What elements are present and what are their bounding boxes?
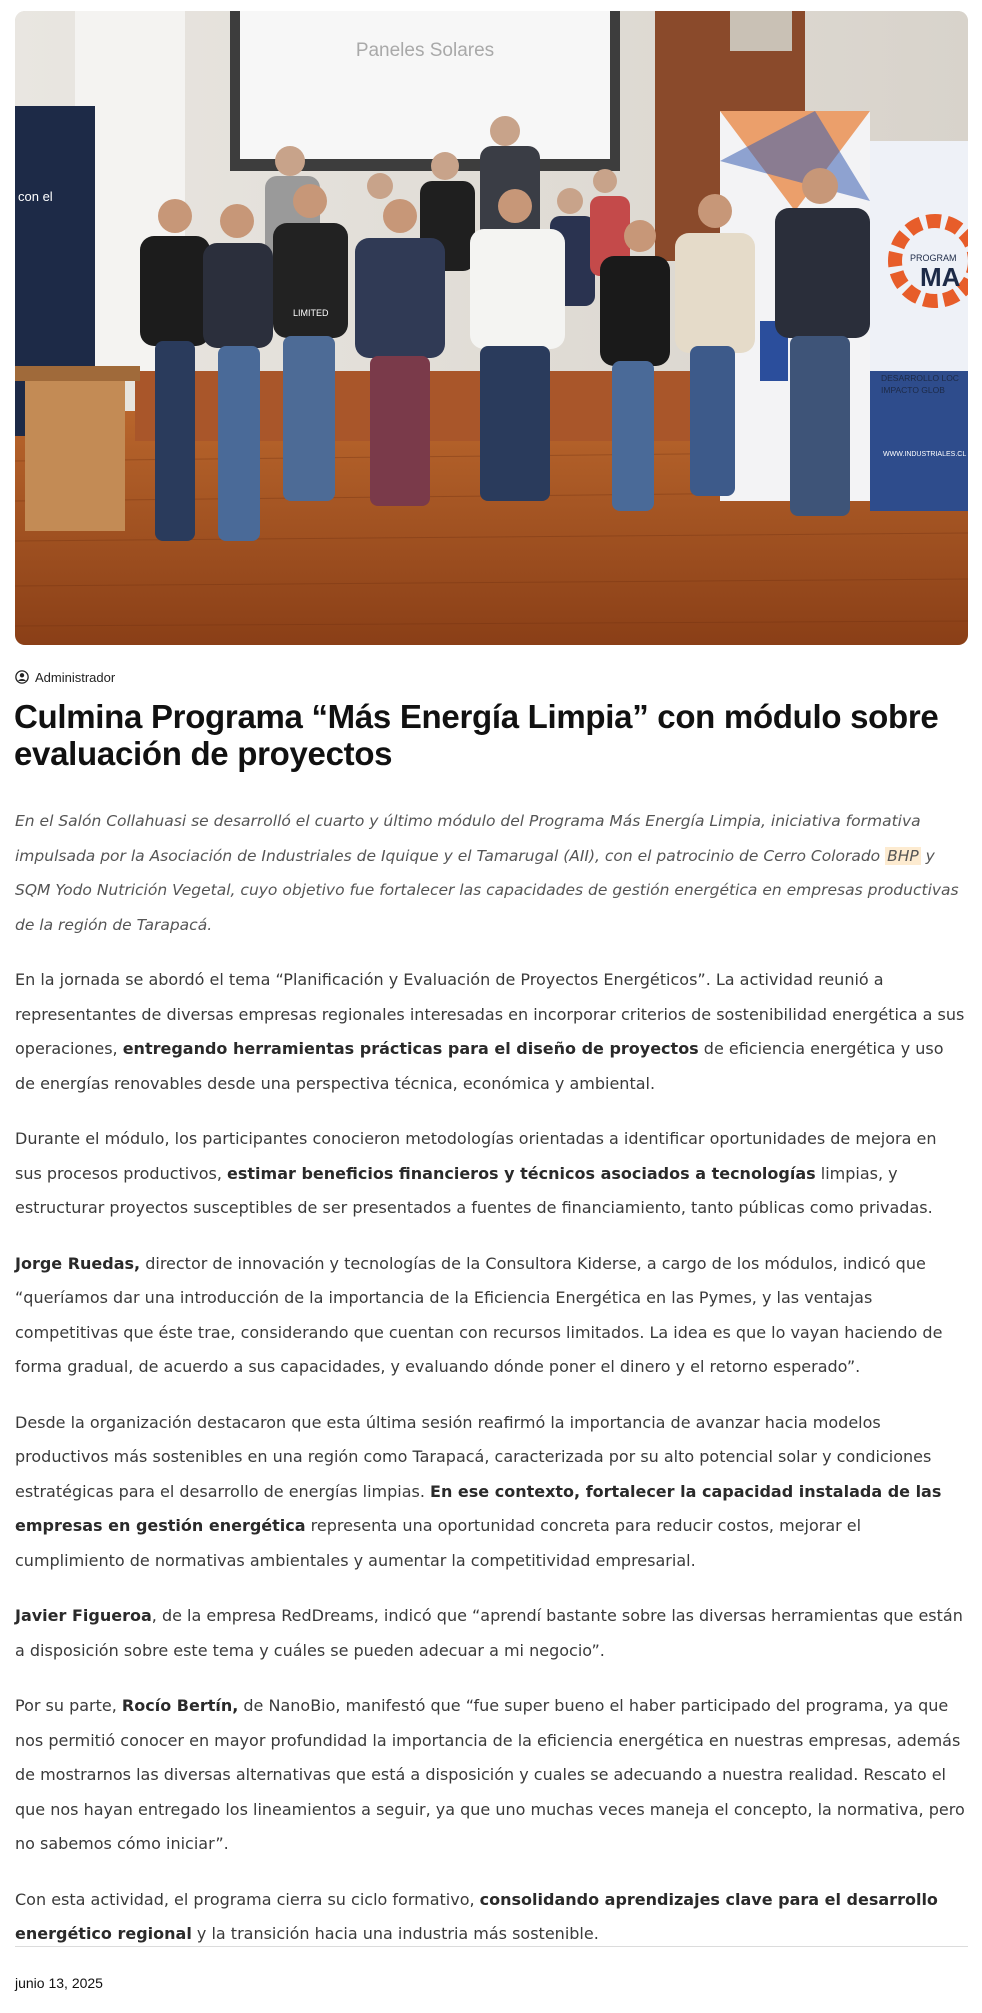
p7-text-a: Con esta actividad, el programa cierra su ciclo formativo, xyxy=(15,1889,480,1909)
shirt-text: LIMITED xyxy=(293,308,329,318)
article-lead xyxy=(15,804,968,942)
paragraph-3 xyxy=(15,1247,968,1385)
p4-text-c: representa una oportunidad concreta para reducir costos, mejorar el cumplimiento de normativas ambientales y aumentar la competitividad empresarial. xyxy=(15,1516,862,1570)
p3-bold-name: Jorge Ruedas, xyxy=(15,1253,141,1273)
p6-text-a: Por su parte, xyxy=(15,1696,122,1715)
right-banner-ma: MA xyxy=(920,262,961,292)
p2-bold: estimar beneficios financieros y técnicos asociados a tecnologías xyxy=(227,1163,816,1183)
paragraph-5 xyxy=(15,1599,968,1668)
article-body xyxy=(15,804,968,1973)
author-name[interactable]: Administrador xyxy=(35,669,116,685)
p1-bold: entregando herramientas prácticas para el diseño de proyectos xyxy=(122,1039,699,1058)
paragraph-4 xyxy=(15,1406,968,1579)
lead-text-2: y SQM Yodo Nutrición Vegetal, cuyo objetivo fue fortalecer las capacidades de gestión energética en empresas productivas de la región de Tarapacá. xyxy=(15,846,959,934)
p1-text-c: de eficiencia energética y uso de energías renovables desde una perspectiva técnica, económica y ambiental. xyxy=(15,1039,944,1093)
p7-bold: consolidando aprendizajes clave para el desarrollo energético regional xyxy=(15,1889,938,1943)
p1-text-a: En la jornada se abordó el tema “Planificación y Evaluación de Proyectos Energéticos”. La actividad reunió a representantes de diversas empresas regionales interesadas en incorporar criterios de sostenibilidad energética a sus operaciones, xyxy=(15,970,965,1058)
p4-bold: En ese contexto, fortalecer la capacidad instalada de las empresas en gestión energética xyxy=(15,1481,942,1535)
user-circle-icon xyxy=(15,670,29,684)
lead-text-1: En el Salón Collahuasi se desarrolló el cuarto y último módulo del Programa Más Energía Limpia, iniciativa formativa impulsada por la Asociación de Industriales de Iquique y el Tamarugal (AII), con el patrocinio de Cerro Colorado xyxy=(15,812,921,865)
hero-photo xyxy=(15,11,968,645)
paragraph-2 xyxy=(15,1122,968,1226)
group-photo-illustration xyxy=(15,11,968,645)
left-banner-text: con el xyxy=(18,189,53,204)
paragraph-7 xyxy=(15,1883,968,1952)
right-banner-impacto: IMPACTO GLOB xyxy=(881,385,945,395)
p6-text-c: de NanoBio, manifestó que “fue super bueno el haber participado del programa, ya que nos permitió conocer en mayor profundidad la importancia de la eficiencia energética en nuestras empresas, además de mostrarnos las diversas alternativas que está a disposición y cuales se adecuando a nuestra realidad. Rescato el que nos hayan entregado los lineamientos a seguir, ya que uno muchas veces maneja el concepto, la normativa, pero no sabemos cómo iniciar”. xyxy=(15,1696,965,1853)
p7-text-c: y la transición hacia una industria más sostenible. xyxy=(191,1924,599,1943)
right-banner-program: PROGRAM xyxy=(910,253,957,263)
author-byline xyxy=(15,666,115,688)
paragraph-6 xyxy=(15,1689,968,1862)
paragraph-1 xyxy=(15,963,968,1101)
p4-text-a: Desde la organización destacaron que esta última sesión reafirmó la importancia de avanzar hacia modelos productivos más sostenibles en una región como Tarapacá, caracterizada por su alto potencial solar y condiciones estratégicas para el desarrollo de energías limpias. xyxy=(15,1412,932,1501)
highlight-bhp: BHP xyxy=(887,846,919,865)
p5-bold-name: Javier Figueroa xyxy=(15,1606,152,1625)
p2-text-a: Durante el módulo, los participantes conocieron metodologías orientadas a identificar oportunidades de mejora en sus procesos productivos, xyxy=(15,1129,937,1183)
p6-bold-name: Rocío Bertín, xyxy=(121,1696,239,1715)
publish-date: junio 13, 2025 xyxy=(15,1975,103,1991)
screen-slide-text: Paneles Solares xyxy=(355,40,495,61)
p5-text: , de la empresa RedDreams, indicó que “aprendí bastante sobre las diversas herramientas que están a disposición sobre este tema y cuáles se pueden adecuar a mi negocio”. xyxy=(15,1606,963,1660)
footer-divider xyxy=(15,1946,968,1947)
p2-text-c: limpias, y estructurar proyectos susceptibles de ser presentados a fuentes de financiamiento, tanto públicas como privadas. xyxy=(15,1163,933,1217)
article-title: Culmina Programa “Más Energía Limpia” con módulo sobre evaluación de proyectos xyxy=(14,698,939,772)
right-banner-url: WWW.INDUSTRIALES.CL xyxy=(883,451,967,458)
right-banner-desarrollo: DESARROLLO LOC xyxy=(881,373,959,383)
p3-text: director de innovación y tecnologías de la Consultora Kiderse, a cargo de los módulos, indicó que “queríamos dar una introducción de la importancia de la Eficiencia Energética en las Pymes, y las ventajas competitivas que éste trae, considerando que cuentan con recursos limitados. La idea es que lo vayan haciendo de forma gradual, de acuerdo a sus capacidades, y evaluando dónde poner el dinero y el retorno esperado”. xyxy=(15,1253,943,1376)
